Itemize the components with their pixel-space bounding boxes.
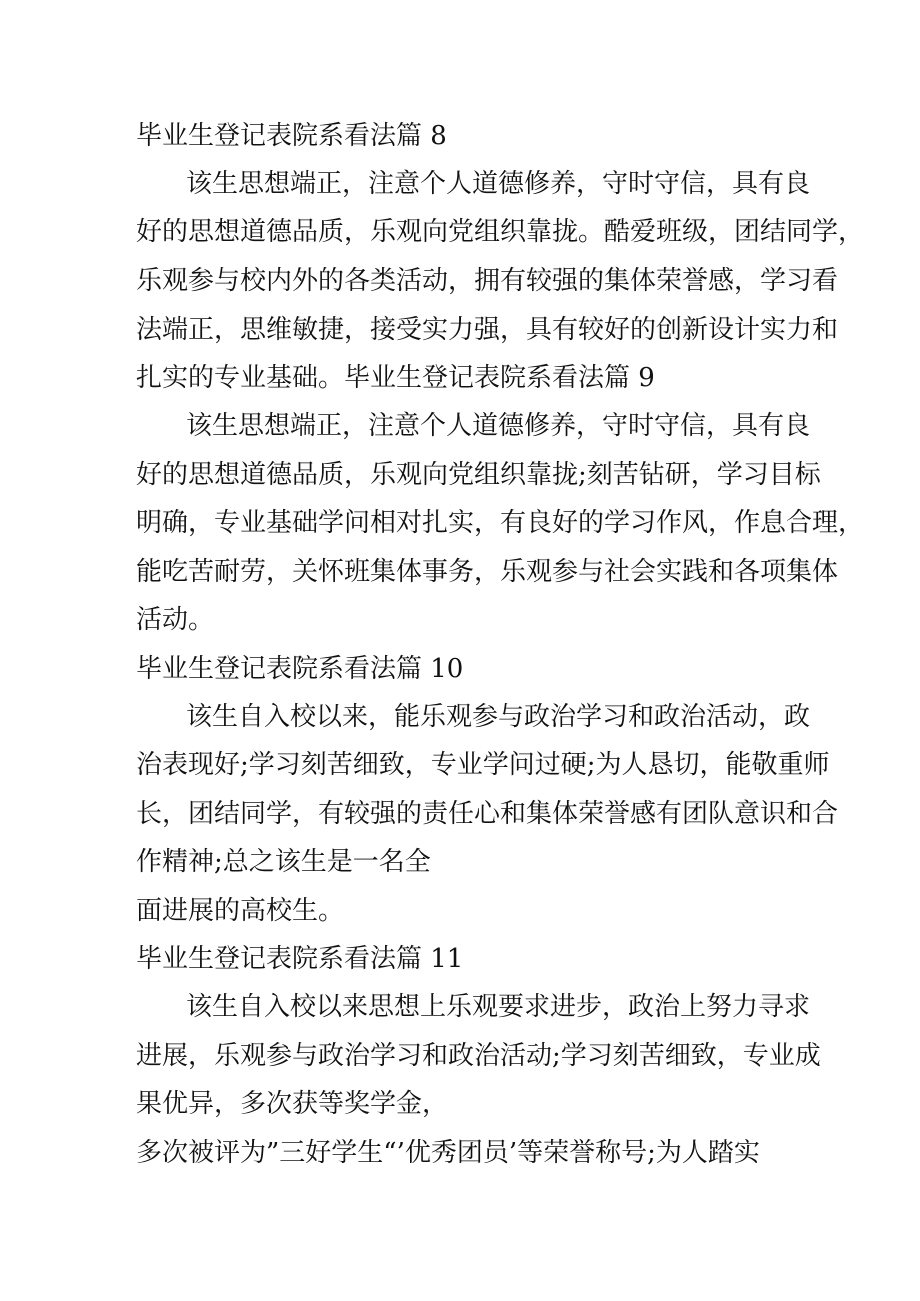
paragraph-line: 扎实的专业基础。毕业生登记表院系看法篇 9 [136, 363, 655, 393]
paragraph-line: 法端正，思维敏捷，接受实力强，具有较好的创新设计实力和 [136, 315, 839, 345]
paragraph-line: 好的思想道德品质，乐观向党组织靠拢;刻苦钻研，学习目标 [136, 460, 821, 490]
paragraph-line: 面进展的高校生。 [136, 896, 345, 926]
section-heading-10: 毕业生登记表院系看法篇 10 [136, 654, 464, 684]
section-heading-8: 毕业生登记表院系看法篇 8 [136, 121, 447, 151]
paragraph-line: 乐观参与校内外的各类活动，拥有较强的集体荣誉感，学习看 [136, 266, 839, 296]
paragraph-line: 该生思想端正，注意个人道德修养，守时守信，具有良 [186, 411, 811, 441]
paragraph-line: 活动。 [136, 605, 215, 635]
paragraph-line: 作精神;总之该生是一名全 [136, 847, 431, 877]
paragraph-line: 多次被评为”三好学生“’优秀团员’等荣誉称号;为人踏实 [136, 1138, 760, 1168]
paragraph-line: 明确，专业基础学问相对扎实，有良好的学习作风，作息合理， [136, 508, 865, 538]
paragraph-line: 好的思想道德品质，乐观向党组织靠拢。酷爱班级，团结同学， [136, 217, 865, 247]
paragraph-line: 能吃苦耐劳，关怀班集体事务，乐观参与社会实践和各项集体 [136, 557, 839, 587]
paragraph-line: 果优异，多次获等奖学金， [136, 1089, 449, 1119]
paragraph-line: 该生自入校以来，能乐观参与政治学习和政治活动，政 [186, 702, 811, 732]
section-heading-11: 毕业生登记表院系看法篇 11 [136, 944, 464, 974]
paragraph-line: 该生自入校以来思想上乐观要求进步，政治上努力寻求 [186, 992, 811, 1022]
paragraph-line: 进展，乐观参与政治学习和政治活动;学习刻苦细致，专业成 [136, 1041, 821, 1071]
paragraph-line: 长，团结同学，有较强的责任心和集体荣誉感有团队意识和合 [136, 799, 839, 829]
paragraph-line: 治表现好;学习刻苦细致，专业学问过硬;为人恳切，能敬重师 [136, 750, 830, 780]
paragraph-line: 该生思想端正，注意个人道德修养，守时守信，具有良 [186, 169, 811, 199]
